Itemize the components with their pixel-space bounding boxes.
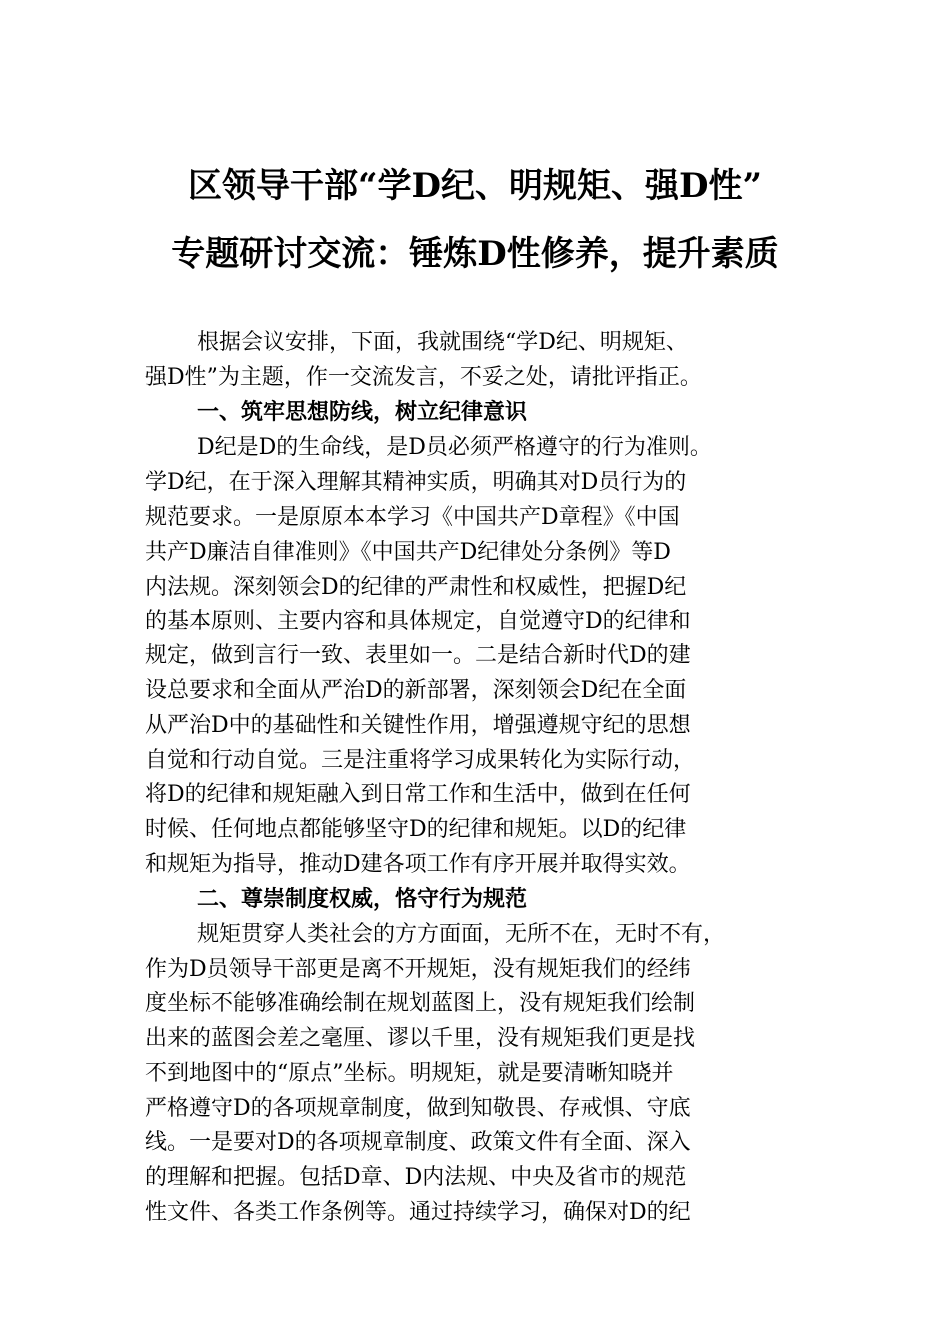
document-title-line-2: 专题研讨交流：锤炼D性修养，提升素质 [171,234,779,274]
section-2-line: 严格遵守D的各项规章制度，做到知敬畏、存戒惧、守底 [145,1096,691,1121]
intro-line: 根据会议安排，下面，我就围绕“学D纪、明规矩、 [197,330,688,355]
intro-line: 强D性”为主题，作一交流发言，不妥之处，请批评指正。 [145,365,702,390]
section-1-line: 和规矩为指导，推动D建各项工作有序开展并取得实效。 [145,852,691,877]
section-1-line: 学D纪，在于深入理解其精神实质，明确其对D员行为的 [145,470,687,495]
section-1-heading: 一、筑牢思想防线，树立纪律意识 [197,400,528,425]
section-1-line: 内法规。深刻领会D的纪律的严肃性和权威性，把握D纪 [145,575,687,600]
section-2-line: 的理解和把握。包括D章、D内法规、中央及省市的规范 [145,1165,687,1190]
section-2-line: 度坐标不能够准确绘制在规划蓝图上，没有规矩我们绘制 [145,991,696,1016]
section-2-line: 出来的蓝图会差之毫厘、谬以千里，没有规矩我们更是找 [145,1026,696,1051]
section-2-heading: 二、尊崇制度权威，恪守行为规范 [197,887,528,912]
document-title-line-1: 区领导干部“学D纪、明规矩、强D性” [187,166,763,206]
section-2-line: 性文件、各类工作条例等。通过持续学习，确保对D的纪 [145,1200,691,1225]
section-1-line: 时候、任何地点都能够坚守D的纪律和规矩。以D的纪律 [145,817,687,842]
section-1-line: 规定，做到言行一致、表里如一。二是结合新时代D的建 [145,643,691,668]
section-1-line: 从严治D中的基础性和关键性作用，增强遵规守纪的思想 [145,713,691,738]
section-1-line: 规范要求。一是原原本本学习《中国共产D章程》《中国 [145,505,680,530]
section-1-line: 的基本原则、主要内容和具体规定，自觉遵守D的纪律和 [145,609,691,634]
section-1-line: 共产D廉洁自律准则》《中国共产D纪律处分条例》等D [145,540,671,565]
section-1-line: D纪是D的生命线，是D员必须严格遵守的行为准则。 [197,435,712,460]
section-1-line: 自觉和行动自觉。三是注重将学习成果转化为实际行动， [145,748,696,773]
section-1-line: 将D的纪律和规矩融入到日常工作和生活中，做到在任何 [145,782,691,807]
section-1-line: 设总要求和全面从严治D的新部署，深刻领会D纪在全面 [145,678,687,703]
section-2-line: 线。一是要对D的各项规章制度、政策文件有全面、深入 [145,1130,691,1155]
section-2-line: 规矩贯穿人类社会的方方面面，无所不在，无时不有， [197,922,726,947]
section-2-line: 不到地图中的“原点”坐标。明规矩，就是要清晰知晓并 [145,1061,674,1086]
section-2-line: 作为D员领导干部更是离不开规矩，没有规矩我们的经纬 [145,957,691,982]
